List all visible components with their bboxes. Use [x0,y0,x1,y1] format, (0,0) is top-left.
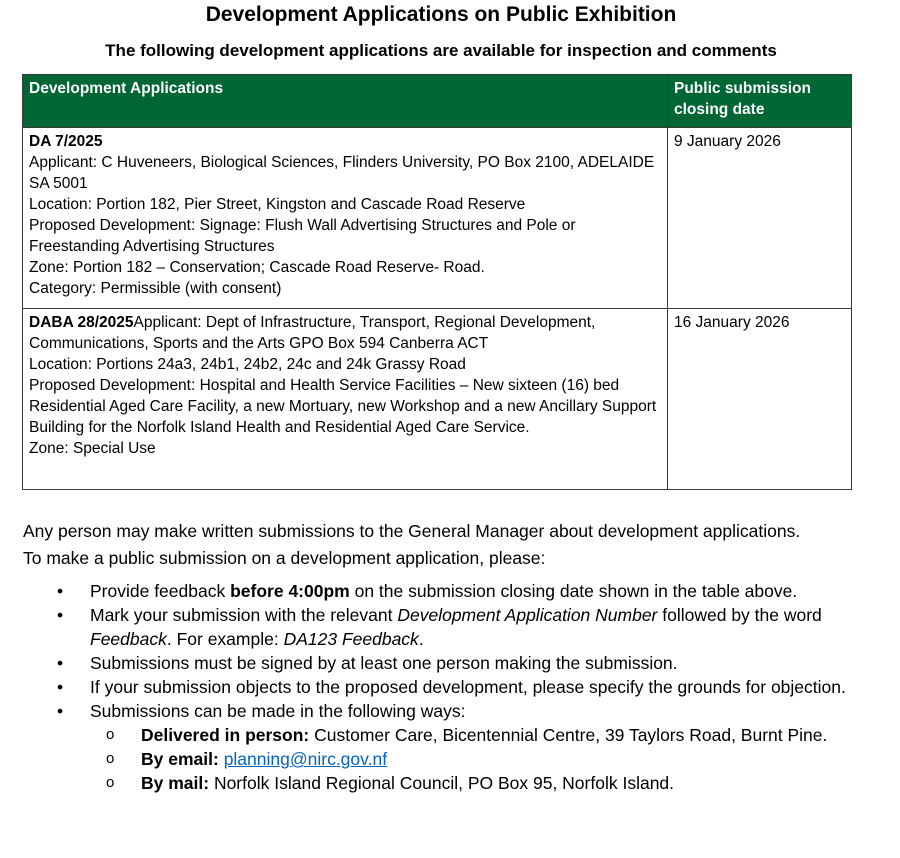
method-mail: o By mail: Norfolk Island Regional Council, PO Box 95, Norfolk Island. [90,771,860,795]
proposed-development: Proposed Development: Hospital and Health Service Facilities – New sixteen (16) bed Residential Aged Care Facility, a new Mortuary, new Workshop and a new Ancillary Support Building for the Norfolk Island Health and Residential Aged Care Service. [29,377,657,436]
table-row [23,128,852,309]
applications-table [22,74,852,490]
zone: Zone: Portion 182 – Conservation; Cascade Road Reserve- Road. [29,259,485,276]
table-header-row [23,75,852,128]
applicant: Applicant: Dept of Infrastructure, Transport, Regional Development, Communications, Sports and the Arts GPO Box 594 Canberra ACT [29,314,596,352]
method-in-person: o Delivered in person: Customer Care, Bicentennial Centre, 39 Taylors Road, Burnt Pine. [90,723,860,747]
submission-methods-list [90,723,860,795]
list-item: • If your submission objects to the proposed development, please specify the grounds for objection. [0,675,860,699]
application-details [23,128,668,309]
list-item: • Submissions can be made in the following ways: o Delivered in person: Customer Care, Bicentennial Centre, 39 Taylors Road, Burnt Pine. o By email: planning@nirc.gov.nf o By mail: Norfolk Island Regional Council, PO Box 95, Norfolk Island. [0,699,860,795]
instruction-paragraph: To make a public submission on a development application, please: [23,548,546,568]
page-subtitle: The following development applications are available for inspection and comments [105,41,777,60]
zone: Zone: Special Use [29,440,156,457]
column-header-closing-date: Public submission closing date [668,75,852,128]
list-item: • Submissions must be signed by at least one person making the submission. [0,651,860,675]
list-item: • Provide feedback before 4:00pm on the submission closing date shown in the table above. [0,579,860,603]
column-header-applications: Development Applications [23,75,668,128]
applicant: Applicant: C Huveneers, Biological Sciences, Flinders University, PO Box 2100, ADELAIDE SA 5001 [29,154,655,192]
application-ref: DABA 28/2025 [29,314,134,331]
category: Category: Permissible (with consent) [29,280,282,297]
closing-date: 16 January 2026 [668,309,852,490]
location: Location: Portions 24a3, 24b1, 24b2, 24c and 24k Grassy Road [29,356,466,373]
email-link[interactable]: planning@nirc.gov.nf [223,749,388,769]
list-item: • Mark your submission with the relevant Development Application Number followed by the word Feedback. For example: DA123 Feedback. [0,603,860,651]
page-title: Development Applications on Public Exhibition [205,3,677,26]
location: Location: Portion 182, Pier Street, Kingston and Cascade Road Reserve [29,196,526,213]
submission-instructions-list [0,579,860,795]
closing-date: 9 January 2026 [668,128,852,309]
application-ref: DA 7/2025 [29,133,103,150]
application-details [23,309,668,490]
table-row [23,309,852,490]
proposed-development: Proposed Development: Signage: Flush Wall Advertising Structures and Pole or Freestanding Advertising Structures [29,217,576,255]
deadline-time: before 4:00pm [230,581,350,601]
method-email: o By email: planning@nirc.gov.nf [90,747,860,771]
intro-paragraph: Any person may make written submissions to the General Manager about development applications. [23,521,801,541]
